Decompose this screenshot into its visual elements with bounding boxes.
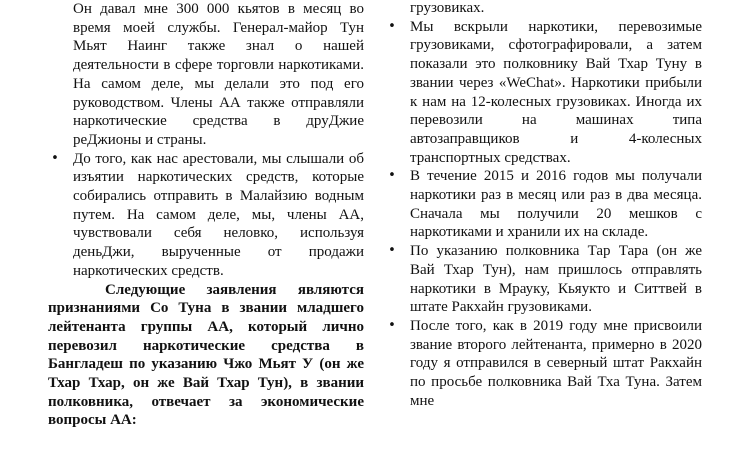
left-bullet-list — [48, 150, 364, 281]
list-item-text: По указанию полковника Тар Тара (он же Вай Тхар Тун), нам пришлось отправлять наркотики в Мрауку, Кьяукто и Ситтвей в штате Ракхайн грузовиками. — [410, 243, 702, 316]
list-item-text: До того, как нас арестовали, мы слышали об изъятии наркотических средств, которые собирались отправить в Малайзию водным путем. На самом деле, мы, члены АА, чувствовали себя неловко, используя деньДжи, вырученные от продажи наркотических средств. — [73, 150, 364, 279]
left-continuation-paragraph: Он давал мне 300 000 кьятов в месяц во время моей службы. Генерал-майор Тун Мьят Наинг также знал о нашей деятельности в сфере торговли наркотиками. На самом деле, мы делали это под его руководством. Члены АА также отправляли наркотические средства в друДжие реДжионы и страны. — [73, 1, 364, 148]
bullet-icon: • — [388, 168, 396, 184]
list-item — [385, 317, 702, 411]
right-column — [385, 0, 702, 411]
bold-paragraph: Следующие заявления являются признаниями Со Туна в звании младшего лейтенанта группы АА, который лично перевозил наркотические средства в Бангладеш по указанию Чжо Мьят У (он же Тхар Тхар, он же Вай Тхар Тун), в звании полковника, отвечает за экономические вопросы АА: — [48, 281, 364, 429]
list-item-text: После того, как в 2019 году мне присвоили звание второго лейтенанта, примерно в 2020 году я отправился в северный штат Ракхайн по просьбе полковника Вай Тха Туна. Затем мне — [410, 317, 702, 409]
bullet-icon: • — [388, 243, 396, 259]
bullet-icon: • — [388, 18, 396, 34]
right-continuation-line: грузовиках. — [410, 0, 485, 16]
left-column — [48, 0, 364, 430]
right-bullet-list — [385, 18, 702, 411]
list-item — [385, 18, 702, 168]
bullet-icon: • — [388, 317, 396, 333]
list-item-text: Мы вскрыли наркотики, перевозимые грузовиками, сфотографировали, а затем показали это полковнику Вай Тхар Туну в звании через «WeChat». Наркотики прибыли к нам на 12-колесных грузовиках. Иногда их перевозили на машинах типа автозаправщиков и 4-колесных транспортных средствах. — [410, 18, 702, 166]
list-item — [48, 150, 364, 281]
list-item — [385, 242, 702, 317]
bullet-icon: • — [51, 150, 59, 166]
list-item-text: В течение 2015 и 2016 годов мы получали наркотики раз в месяц или раз в два месяца. Сначала мы получили 20 мешков с наркотиками и хранили их на складе. — [410, 168, 702, 241]
list-item — [385, 167, 702, 242]
